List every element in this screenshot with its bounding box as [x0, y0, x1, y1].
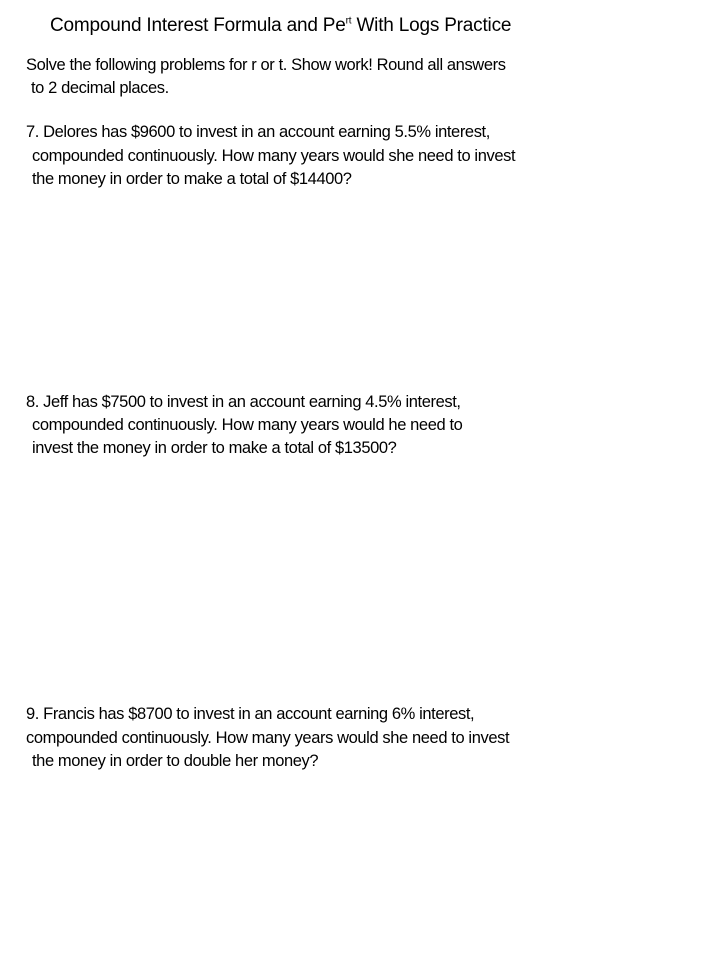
problem-8-line-2: compounded continuously. How many years would he need to	[32, 416, 463, 434]
title-text-after: With Logs Practice	[351, 15, 512, 36]
problem-7-line-3: the money in order to make a total of $14400?	[32, 170, 352, 188]
worksheet-title	[50, 15, 511, 37]
problem-9-line-1: 9. Francis has $8700 to invest in an account earning 6% interest,	[26, 705, 475, 723]
problem-8-line-1: 8. Jeff has $7500 to invest in an account earning 4.5% interest,	[26, 393, 461, 411]
problem-8-line-3: invest the money in order to make a total of $13500?	[32, 439, 397, 457]
problem-9-line-3: the money in order to double her money?	[32, 752, 319, 770]
instructions-line-1: Solve the following problems for r or t. Show work! Round all answers	[26, 56, 506, 74]
problem-7-line-1: 7. Delores has $9600 to invest in an account earning 5.5% interest,	[26, 123, 490, 141]
instructions-line-2: to 2 decimal places.	[31, 79, 169, 97]
title-text-before: Compound Interest Formula and Pe	[50, 15, 346, 36]
problem-9-line-2: compounded continuously. How many years would she need to invest	[26, 729, 510, 747]
title-exponent: rt	[345, 15, 352, 27]
problem-7-line-2: compounded continuously. How many years would she need to invest	[32, 147, 516, 165]
